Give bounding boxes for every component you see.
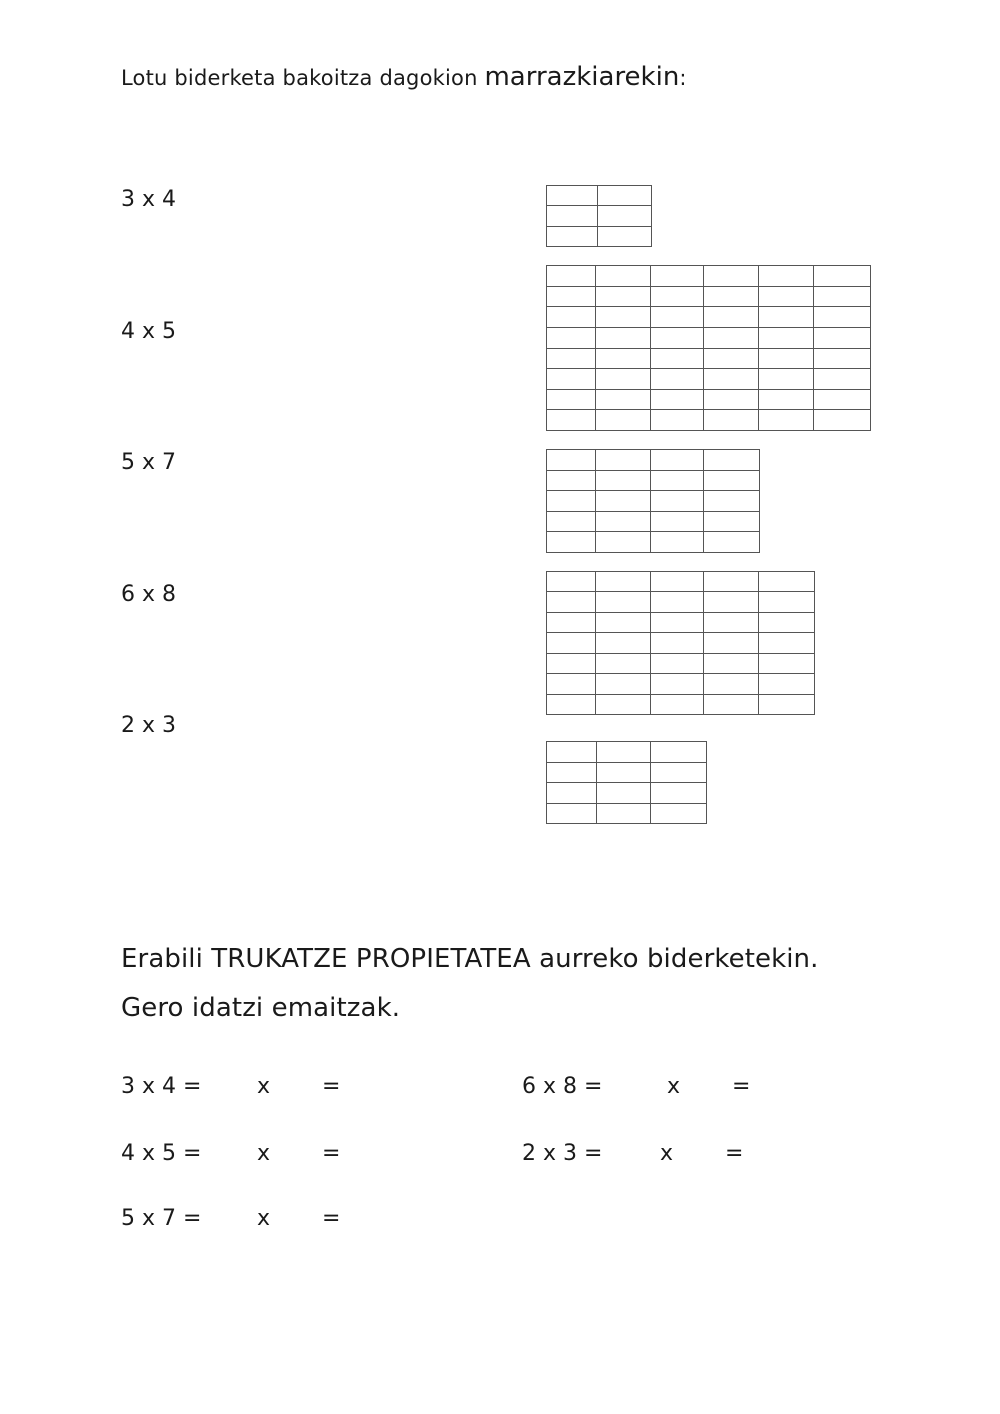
grid-cell — [596, 266, 651, 287]
grid-drawing — [546, 571, 815, 715]
grid-cell — [597, 783, 651, 804]
grid-cell — [596, 694, 651, 714]
grid-cell — [704, 450, 760, 471]
grid-cell — [759, 266, 814, 287]
grid-cell — [651, 592, 704, 612]
grid-cell — [651, 612, 704, 632]
grid-cell — [651, 369, 704, 390]
grid-cell — [547, 762, 597, 783]
grid-cell — [547, 410, 596, 431]
exercise-equals: = — [322, 1074, 341, 1099]
grid-cell — [704, 572, 759, 592]
grid-cell — [814, 369, 871, 390]
grid-row — [547, 286, 871, 307]
grid-cell — [704, 592, 759, 612]
grid-cell — [547, 286, 596, 307]
grid-row — [547, 633, 815, 653]
exercise-equals: = — [322, 1141, 341, 1166]
grid-row — [547, 450, 760, 471]
grid-cell — [547, 389, 596, 410]
grid-cell — [814, 389, 871, 410]
grid-row — [547, 532, 760, 553]
grid-cell — [547, 742, 597, 763]
grid-cell — [814, 327, 871, 348]
product-label: 4 x 5 — [121, 319, 176, 344]
grid-cell — [547, 511, 596, 532]
grid-cell — [596, 410, 651, 431]
exercise-equals: = — [732, 1074, 751, 1099]
grid-cell — [547, 783, 597, 804]
grid-cell — [651, 491, 704, 512]
grid-cell — [547, 206, 598, 226]
grid-cell — [759, 633, 815, 653]
grid-cell — [651, 307, 704, 328]
grid-cell — [598, 226, 652, 246]
grid-cell — [759, 694, 815, 714]
grid-drawing — [546, 449, 760, 553]
grid-cell — [547, 572, 596, 592]
grid-row — [547, 572, 815, 592]
exercise-times: x — [660, 1141, 674, 1166]
grid-cell — [759, 369, 814, 390]
grid-cell — [814, 410, 871, 431]
grid-cell — [651, 450, 704, 471]
exercise-equals: = — [725, 1141, 744, 1166]
grid-cell — [651, 327, 704, 348]
grid-row — [547, 694, 815, 714]
exercise-times: x — [257, 1141, 271, 1166]
grid-cell — [704, 369, 759, 390]
grid-cell — [814, 266, 871, 287]
product-label: 5 x 7 — [121, 450, 176, 475]
grid-cell — [651, 470, 704, 491]
grid-cell — [651, 803, 707, 824]
grid-cell — [596, 674, 651, 694]
grid-drawing — [546, 185, 652, 247]
exercise-times: x — [257, 1074, 271, 1099]
instruction-tail: : — [679, 66, 687, 90]
exercise-times: x — [257, 1206, 271, 1231]
grid-cell — [596, 592, 651, 612]
grid-cell — [651, 511, 704, 532]
grid-cell — [759, 348, 814, 369]
grid-cell — [597, 803, 651, 824]
grid-drawing — [546, 741, 707, 824]
grid-cell — [596, 369, 651, 390]
exercise-equals: = — [322, 1206, 341, 1231]
grid-row — [547, 206, 652, 226]
grid-row — [547, 612, 815, 632]
grid-cell — [547, 369, 596, 390]
grid-cell — [704, 410, 759, 431]
grid-row — [547, 348, 871, 369]
grid-cell — [704, 511, 760, 532]
product-label: 3 x 4 — [121, 187, 176, 212]
grid-cell — [704, 674, 759, 694]
grid-row — [547, 674, 815, 694]
grid-cell — [759, 307, 814, 328]
grid-cell — [651, 572, 704, 592]
grid-cell — [651, 674, 704, 694]
grid-cell — [704, 348, 759, 369]
grid-cell — [651, 783, 707, 804]
grid-cell — [651, 410, 704, 431]
grid-cell — [704, 389, 759, 410]
grid-cell — [814, 307, 871, 328]
grid-cell — [598, 186, 652, 206]
product-label: 2 x 3 — [121, 713, 176, 738]
grid-cell — [596, 633, 651, 653]
grid-cell — [547, 266, 596, 287]
grid-cell — [596, 450, 651, 471]
instruction-lead: Lotu biderketa bakoitza dagokion — [121, 66, 485, 90]
exercise-left: 2 x 3 = — [522, 1141, 603, 1166]
grid-cell — [596, 348, 651, 369]
grid-cell — [704, 653, 759, 673]
grid-row — [547, 389, 871, 410]
grid-cell — [598, 206, 652, 226]
grid-cell — [596, 491, 651, 512]
grid-row — [547, 742, 707, 763]
grid-cell — [651, 532, 704, 553]
grid-cell — [704, 491, 760, 512]
grid-cell — [651, 653, 704, 673]
grid-cell — [596, 389, 651, 410]
grid-row — [547, 592, 815, 612]
grid-cell — [759, 389, 814, 410]
grid-row — [547, 307, 871, 328]
section2-line2: Gero idatzi emaitzak. — [121, 993, 401, 1023]
grid-cell — [704, 286, 759, 307]
grid-cell — [596, 470, 651, 491]
exercise-left: 6 x 8 = — [522, 1074, 603, 1099]
grid-cell — [547, 653, 596, 673]
grid-cell — [547, 532, 596, 553]
grid-cell — [704, 694, 759, 714]
grid-cell — [547, 694, 596, 714]
exercise-left: 5 x 7 = — [121, 1206, 202, 1231]
grid-row — [547, 369, 871, 390]
grid-cell — [704, 266, 759, 287]
grid-cell — [704, 532, 760, 553]
grid-cell — [596, 572, 651, 592]
grid-cell — [597, 762, 651, 783]
grid-cell — [596, 327, 651, 348]
grid-cell — [651, 286, 704, 307]
grid-cell — [547, 803, 597, 824]
grid-cell — [547, 674, 596, 694]
grid-cell — [596, 286, 651, 307]
exercise-left: 4 x 5 = — [121, 1141, 202, 1166]
grid-cell — [759, 286, 814, 307]
grid-cell — [704, 327, 759, 348]
grid-cell — [547, 612, 596, 632]
grid-cell — [651, 742, 707, 763]
grid-row — [547, 783, 707, 804]
grid-cell — [651, 694, 704, 714]
grid-cell — [759, 572, 815, 592]
grid-cell — [651, 266, 704, 287]
grid-cell — [759, 674, 815, 694]
grid-cell — [547, 186, 598, 206]
grid-cell — [547, 491, 596, 512]
grid-row — [547, 491, 760, 512]
grid-drawing — [546, 265, 871, 431]
grid-cell — [596, 307, 651, 328]
grid-cell — [596, 653, 651, 673]
grid-cell — [759, 612, 815, 632]
grid-cell — [759, 592, 815, 612]
grid-row — [547, 470, 760, 491]
exercise-left: 3 x 4 = — [121, 1074, 202, 1099]
grid-row — [547, 186, 652, 206]
grid-cell — [547, 450, 596, 471]
grid-cell — [596, 532, 651, 553]
grid-cell — [704, 633, 759, 653]
grid-cell — [651, 348, 704, 369]
grid-cell — [547, 307, 596, 328]
grid-cell — [704, 307, 759, 328]
instruction-emphasis: marrazkiarekin — [484, 62, 680, 92]
grid-cell — [547, 592, 596, 612]
grid-row — [547, 327, 871, 348]
product-label: 6 x 8 — [121, 582, 176, 607]
grid-cell — [597, 742, 651, 763]
instruction-heading — [121, 62, 687, 92]
grid-cell — [547, 226, 598, 246]
grid-cell — [704, 470, 760, 491]
grid-cell — [547, 470, 596, 491]
grid-cell — [759, 327, 814, 348]
grid-cell — [651, 389, 704, 410]
grid-row — [547, 803, 707, 824]
section2-line1: Erabili TRUKATZE PROPIETATEA aurreko biderketekin. — [121, 944, 819, 974]
grid-cell — [547, 327, 596, 348]
exercise-times: x — [667, 1074, 681, 1099]
grid-cell — [547, 633, 596, 653]
grid-row — [547, 511, 760, 532]
grid-cell — [596, 612, 651, 632]
grid-row — [547, 266, 871, 287]
grid-row — [547, 653, 815, 673]
grid-cell — [759, 653, 815, 673]
grid-cell — [651, 762, 707, 783]
grid-cell — [759, 410, 814, 431]
grid-cell — [814, 348, 871, 369]
grid-row — [547, 762, 707, 783]
grid-cell — [704, 612, 759, 632]
grid-cell — [814, 286, 871, 307]
grid-cell — [547, 348, 596, 369]
grid-cell — [596, 511, 651, 532]
grid-cell — [651, 633, 704, 653]
grid-row — [547, 226, 652, 246]
grid-row — [547, 410, 871, 431]
